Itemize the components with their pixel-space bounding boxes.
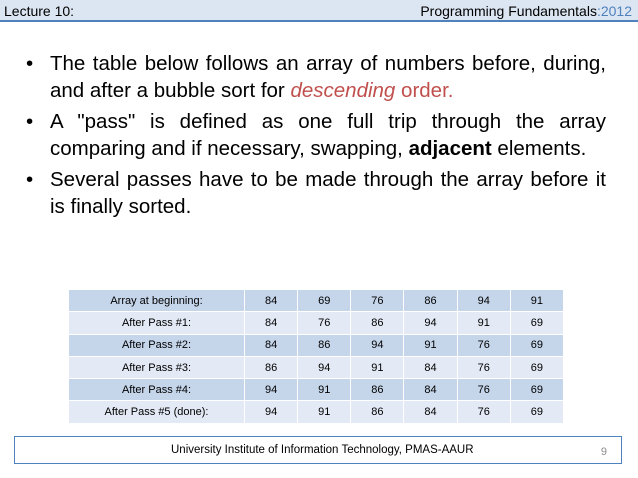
course-name: Programming Fundamentals	[420, 3, 597, 19]
bullet-text: The table below follows an array of numbers before, during, and after a bubble sort for	[50, 52, 606, 102]
table-cell: 86	[298, 334, 351, 356]
table-cell: 86	[351, 379, 404, 401]
table-cell: 76	[457, 379, 510, 401]
table-cell: 94	[457, 290, 510, 312]
lecture-title: Lecture 10:	[4, 3, 75, 19]
bullet-dot-icon: •	[26, 52, 34, 75]
table-row	[69, 290, 564, 312]
bullet-list	[26, 50, 606, 224]
table-cell: 69	[298, 290, 351, 312]
bullet-text: adjacent	[408, 137, 492, 160]
table-cell: 76	[457, 401, 510, 423]
row-label: After Pass #4:	[69, 379, 245, 401]
table-cell: 94	[404, 312, 457, 334]
table-cell: 76	[298, 312, 351, 334]
table-cell: 76	[457, 334, 510, 356]
bullet-item	[26, 50, 606, 104]
table-cell: 91	[298, 401, 351, 423]
table-cell: 84	[245, 312, 298, 334]
row-label: After Pass #2:	[69, 334, 245, 356]
bubble-sort-table-wrapper	[68, 289, 564, 424]
table-cell: 69	[510, 401, 563, 423]
table-cell: 91	[351, 356, 404, 378]
slide-header	[0, 0, 638, 22]
bullet-dot-icon: •	[26, 110, 34, 133]
bullet-text: Several passes have to be made through the array before it is finally sorted.	[50, 168, 606, 218]
table-cell: 94	[298, 356, 351, 378]
table-cell: 76	[457, 356, 510, 378]
university-name: University Institute of Information Technology, PMAS-AAUR	[171, 444, 474, 456]
page-number: 9	[600, 446, 607, 458]
slide-footer	[14, 436, 622, 464]
table-cell: 69	[510, 312, 563, 334]
table-cell: 86	[245, 356, 298, 378]
table-cell: 69	[510, 379, 563, 401]
course-year: :2012	[596, 3, 632, 19]
table-cell: 91	[404, 334, 457, 356]
row-label: After Pass #5 (done):	[69, 401, 245, 423]
table-cell: 91	[298, 379, 351, 401]
table-cell: 84	[404, 379, 457, 401]
bullet-text: descending	[290, 79, 396, 102]
row-label: After Pass #3:	[69, 356, 245, 378]
table-cell: 69	[510, 334, 563, 356]
table-cell: 86	[351, 401, 404, 423]
table-row	[69, 334, 564, 356]
table-cell: 94	[245, 379, 298, 401]
table-cell: 91	[457, 312, 510, 334]
table-row	[69, 401, 564, 423]
table-cell: 76	[351, 290, 404, 312]
table-cell: 86	[351, 312, 404, 334]
bullet-text: order.	[395, 79, 454, 102]
table-cell: 94	[245, 401, 298, 423]
bullet-item	[26, 166, 606, 220]
table-row	[69, 312, 564, 334]
table-cell: 84	[245, 290, 298, 312]
table-cell: 84	[404, 401, 457, 423]
bubble-sort-table	[68, 289, 564, 424]
bullet-text: elements.	[491, 137, 587, 160]
table-cell: 94	[351, 334, 404, 356]
table-row	[69, 356, 564, 378]
table-cell: 84	[245, 334, 298, 356]
table-row	[69, 379, 564, 401]
bullet-dot-icon: •	[26, 168, 34, 191]
table-cell: 91	[510, 290, 563, 312]
bullet-item	[26, 108, 606, 162]
row-label: After Pass #1:	[69, 312, 245, 334]
bullet-text: A "pass" is defined as one full trip through the array comparing and if necessary, swapping,	[50, 110, 606, 160]
row-label: Array at beginning:	[69, 290, 245, 312]
table-cell: 86	[404, 290, 457, 312]
table-cell: 69	[510, 356, 563, 378]
table-cell: 84	[404, 356, 457, 378]
course-title	[420, 0, 632, 22]
